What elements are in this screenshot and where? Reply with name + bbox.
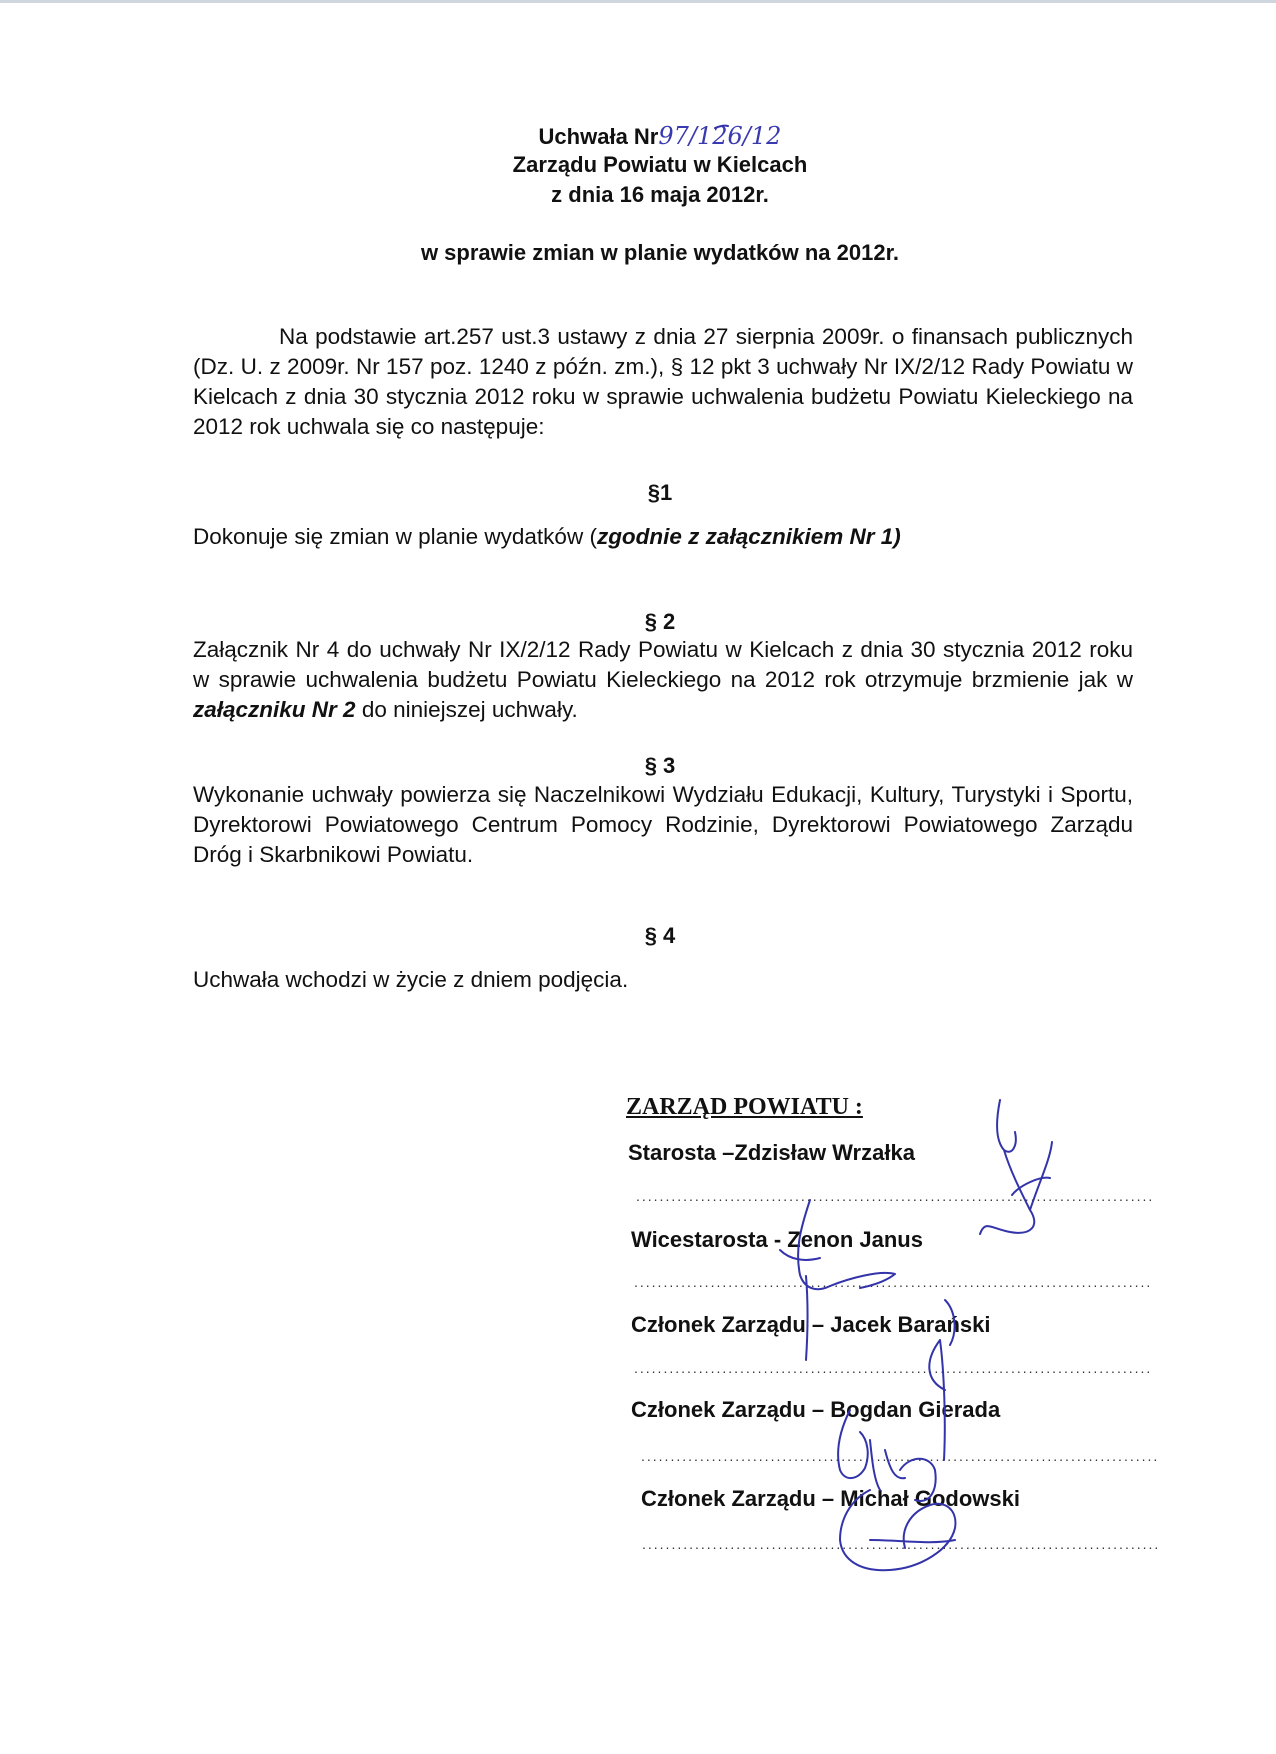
- member-4-name: Członek Zarządu – Bogdan Gierada: [631, 1397, 1001, 1422]
- signature-czlonek-3: [840, 1490, 955, 1570]
- section-3-heading: § 3: [644, 753, 676, 778]
- handwritten-resolution-number: 97/126/12: [658, 122, 782, 150]
- member-5-name: Członek Zarządu – Michał Godowski: [641, 1486, 1020, 1511]
- member-2-name: Wicestarosta - Zenon Janus: [631, 1227, 923, 1252]
- issuing-body: Zarządu Powiatu w Kielcach: [512, 152, 808, 177]
- section-2-heading: § 2: [644, 609, 676, 634]
- member-3-name: Członek Zarządu – Jacek Barański: [631, 1312, 991, 1337]
- section-3-text: Wykonanie uchwały powierza się Naczelnikowi Wydziału Edukacji, Kultury, Turystyki i Sportu, Dyrektorowi Powiatowego Centrum Pomocy Rodzinie, Dyrektorowi Powiatowego Zarządu Dróg i Skarbnikowi Powiatu.: [193, 782, 1133, 867]
- signature-czlonek-1: [900, 1300, 955, 1501]
- member-4-signature-line: ........................................................................................: [641, 1448, 1160, 1464]
- signature-wicestarosta: [780, 1200, 895, 1360]
- member-1-name: Starosta –Zdzisław Wrzałka: [628, 1140, 915, 1165]
- section-1-heading: §1: [647, 480, 673, 505]
- section-2-text-tail: do niniejszej uchwały.: [355, 697, 578, 722]
- member-1-signature-line: ........................................................................................: [636, 1188, 1155, 1204]
- preamble-paragraph: Na podstawie art.257 ust.3 ustawy z dnia 27 sierpnia 2009r. o finansach publicznych (Dz. U. z 2009r. Nr 157 poz. 1240 z późn. zm.), § 12 pkt 3 uchwały Nr IX/2/12 Rady Powiatu w Kielcach z dnia 30 stycznia 2012 roku w sprawie uchwalenia budżetu Powiatu Kieleckiego na 2012 rok uchwala się co następuje:: [193, 324, 1133, 439]
- resolution-label: Uchwała Nr: [538, 124, 659, 149]
- signature-czlonek-2: [838, 1410, 905, 1490]
- section-4-heading: § 4: [644, 923, 676, 948]
- signature-handwritten-number-underline: [715, 126, 728, 128]
- section-2-text-plain: Załącznik Nr 4 do uchwały Nr IX/2/12 Rady Powiatu w Kielcach z dnia 30 stycznia 2012 roku w sprawie uchwalenia budżetu Powiatu Kieleckiego na 2012 rok otrzymuje brzmienie jak w: [193, 637, 1133, 692]
- member-2-signature-line: ........................................................................................: [634, 1274, 1153, 1290]
- section-4-text: Uchwała wchodzi w życie z dniem podjęcia.: [193, 967, 629, 992]
- section-1-text-emphasis: zgodnie z załącznikiem Nr 1): [596, 524, 901, 549]
- resolution-subject: w sprawie zmian w planie wydatków na 2012r.: [420, 240, 900, 265]
- signature-starosta: [980, 1100, 1052, 1234]
- resolution-date: z dnia 16 maja 2012r.: [551, 182, 769, 207]
- member-5-signature-line: ........................................................................................: [642, 1536, 1161, 1552]
- board-title: ZARZĄD POWIATU :: [626, 1094, 863, 1120]
- member-3-signature-line: ........................................................................................: [634, 1360, 1153, 1376]
- section-1-text-plain: Dokonuje się zmian w planie wydatków (: [193, 524, 597, 549]
- section-2-text-emphasis: załączniku Nr 2: [193, 697, 356, 722]
